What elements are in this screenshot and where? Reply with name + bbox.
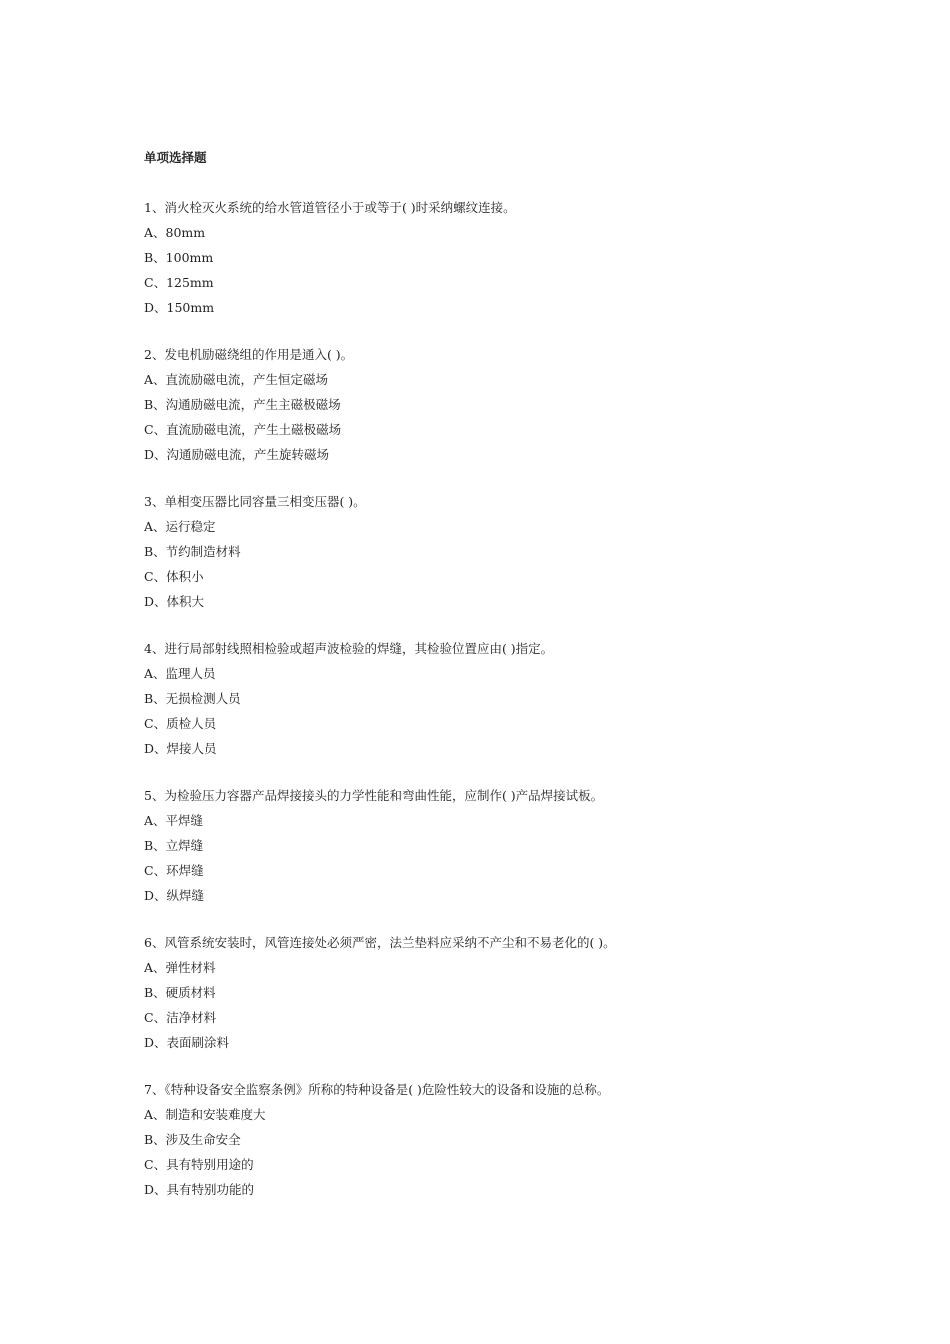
question-3 <box>144 489 844 614</box>
option-c: C、体积小 <box>144 569 204 584</box>
option-c: C、质检人员 <box>144 716 217 731</box>
option-a: A、运行稳定 <box>144 519 216 534</box>
section-title: 单项选择题 <box>144 150 207 165</box>
option-c: C、环焊缝 <box>144 863 204 878</box>
option-b: B、100mm <box>144 250 214 265</box>
question-7 <box>144 1077 844 1202</box>
option-b: B、立焊缝 <box>144 838 204 853</box>
question-6 <box>144 930 844 1055</box>
option-c: C、125mm <box>144 275 214 290</box>
option-d: D、体积大 <box>144 594 205 609</box>
option-d: D、150mm <box>144 300 215 315</box>
option-a: A、弹性材料 <box>144 960 216 975</box>
option-b: B、沟通励磁电流，产生主磁极磁场 <box>144 397 341 412</box>
option-b: B、无损检测人员 <box>144 691 241 706</box>
option-d: D、焊接人员 <box>144 741 217 756</box>
question-4 <box>144 636 844 761</box>
option-d: D、沟通励磁电流，产生旋转磁场 <box>144 447 330 462</box>
question-1 <box>144 195 844 320</box>
question-text: 1、消火栓灭火系统的给水管道管径小于或等于( )时采纳螺纹连接。 <box>144 200 516 215</box>
option-a: A、80mm <box>144 225 206 240</box>
question-text: 2、发电机励磁绕组的作用是通入( )。 <box>144 347 354 362</box>
option-b: B、硬质材料 <box>144 985 216 1000</box>
option-a: A、直流励磁电流，产生恒定磁场 <box>144 372 329 387</box>
option-b: B、节约制造材料 <box>144 544 241 559</box>
option-b: B、涉及生命安全 <box>144 1132 241 1147</box>
question-text: 7、《特种设备安全监察条例》所称的特种设备是( )危险性较大的设备和设施的总称。 <box>144 1082 610 1097</box>
option-a: A、监理人员 <box>144 666 216 681</box>
option-d: D、具有特别功能的 <box>144 1182 255 1197</box>
question-text: 5、为检验压力容器产品焊接接头的力学性能和弯曲性能，应制作( )产品焊接试板。 <box>144 788 604 803</box>
option-c: C、具有特别用途的 <box>144 1157 254 1172</box>
question-5 <box>144 783 844 908</box>
document-page <box>144 148 844 1224</box>
option-d: D、表面刷涂料 <box>144 1035 230 1050</box>
question-2 <box>144 342 844 467</box>
option-c: C、直流励磁电流，产生土磁极磁场 <box>144 422 342 437</box>
question-text: 6、风管系统安装时，风管连接处必须严密，法兰垫料应采纳不产尘和不易老化的( )。 <box>144 935 616 950</box>
option-d: D、纵焊缝 <box>144 888 205 903</box>
question-text: 3、单相变压器比同容量三相变压器( )。 <box>144 494 366 509</box>
option-a: A、制造和安装难度大 <box>144 1107 266 1122</box>
option-a: A、平焊缝 <box>144 813 204 828</box>
question-text: 4、进行局部射线照相检验或超声波检验的焊缝，其检验位置应由( )指定。 <box>144 641 554 656</box>
option-c: C、洁净材料 <box>144 1010 217 1025</box>
